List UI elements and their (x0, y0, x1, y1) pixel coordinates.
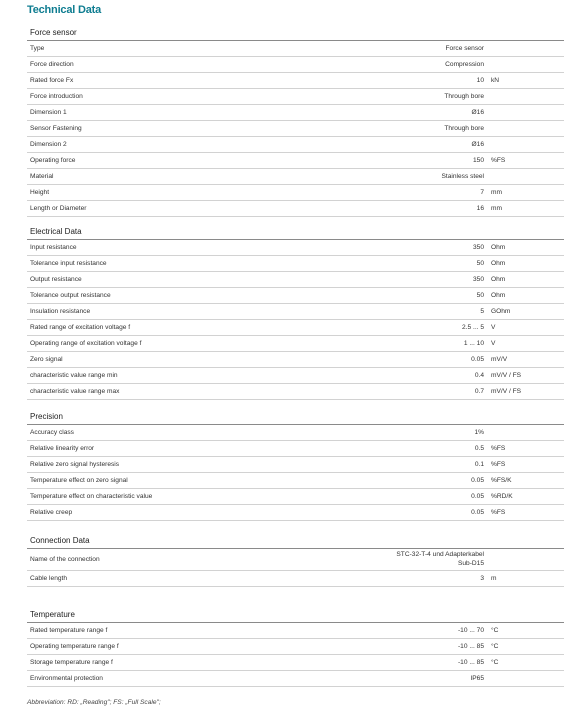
row-label: Output resistance (30, 276, 82, 283)
footnote: Abbreviation: RD: „Reading"; FS: „Full Scale"; (27, 699, 161, 706)
row-label: characteristic value range max (30, 388, 120, 395)
row-value-line: Sub-D15 (457, 560, 484, 567)
row-unit: %FS/K (491, 477, 512, 484)
table-row (27, 655, 564, 671)
row-value: 0.05 (471, 356, 484, 363)
row-value: 5 (480, 308, 484, 315)
table-row (27, 169, 564, 185)
row-label: Zero signal (30, 356, 63, 363)
row-label: Force direction (30, 61, 74, 68)
row-label: Temperature effect on zero signal (30, 477, 128, 484)
row-label: Rated force Fx (30, 77, 74, 84)
row-value: 350 (472, 276, 484, 283)
section-heading: Connection Data (27, 534, 564, 549)
table-row (27, 73, 564, 89)
row-label: Relative zero signal hysteresis (30, 461, 120, 468)
row-unit: %RD/K (491, 493, 513, 500)
section-precision (27, 410, 564, 521)
row-unit: %FS (491, 445, 506, 452)
table-row (27, 473, 564, 489)
row-value: 0.7 (474, 388, 484, 395)
row-label: Operating temperature range f (30, 643, 119, 650)
table-row (27, 623, 564, 639)
row-value: 10 (476, 77, 484, 84)
table-row (27, 272, 564, 288)
row-label: Accuracy class (30, 429, 74, 436)
row-label: Cable length (30, 575, 68, 582)
table-row (27, 137, 564, 153)
row-value: -10 ... 85 (457, 659, 484, 666)
table-row (27, 505, 564, 521)
section-heading: Temperature (27, 608, 564, 623)
table-row (27, 288, 564, 304)
table-row (27, 489, 564, 505)
rows-electrical (27, 240, 564, 400)
section-heading: Electrical Data (27, 225, 564, 240)
row-unit: %FS (491, 461, 506, 468)
table-row (27, 425, 564, 441)
row-label: Length or Diameter (30, 205, 87, 212)
row-value: Ø16 (471, 141, 484, 148)
row-unit: V (491, 324, 496, 331)
row-label: Rated range of excitation voltage f (30, 324, 131, 331)
row-unit: Ohm (491, 276, 506, 283)
row-label: Insulation resistance (30, 308, 91, 315)
table-row (27, 352, 564, 368)
rows-precision (27, 425, 564, 521)
row-label: Sensor Fastening (30, 125, 82, 132)
table-row (27, 256, 564, 272)
row-unit: °C (491, 659, 499, 666)
table-row (27, 185, 564, 201)
table-row (27, 368, 564, 384)
table-row (27, 57, 564, 73)
row-value: Force sensor (445, 45, 484, 52)
table-row (27, 105, 564, 121)
section-temperature (27, 608, 564, 687)
row-value: Stainless steel (441, 173, 484, 180)
row-value: 0.05 (471, 477, 484, 484)
row-label: Name of the connection (30, 556, 100, 563)
row-value: 0.05 (471, 493, 484, 500)
row-label: characteristic value range min (30, 372, 118, 379)
table-row (27, 153, 564, 169)
row-unit: Ohm (491, 292, 506, 299)
row-value: 0.4 (474, 372, 484, 379)
table-row (27, 384, 564, 400)
row-unit: Ohm (491, 244, 506, 251)
row-value: IP65 (470, 675, 484, 682)
row-label: Tolerance input resistance (30, 260, 107, 267)
row-unit: Ohm (491, 260, 506, 267)
row-value: 0.05 (471, 509, 484, 516)
row-value: 3 (480, 575, 484, 582)
table-row (27, 201, 564, 217)
row-value: 150 (472, 157, 484, 164)
row-value: 7 (480, 189, 484, 196)
row-unit: °C (491, 643, 499, 650)
table-row (27, 549, 564, 571)
table-row (27, 571, 564, 587)
row-label: Relative linearity error (30, 445, 95, 452)
rows-temperature (27, 623, 564, 687)
row-value: 16 (476, 205, 484, 212)
table-row (27, 240, 564, 256)
table-row (27, 671, 564, 687)
row-unit: mm (491, 205, 502, 212)
row-label: Rated temperature range f (30, 627, 108, 634)
row-unit: mV/V / FS (491, 372, 522, 379)
row-value: -10 ... 85 (457, 643, 484, 650)
rows-connection (27, 571, 564, 587)
row-unit: GOhm (491, 308, 511, 315)
row-label: Dimension 2 (30, 141, 67, 148)
row-unit: %FS (491, 157, 506, 164)
row-value: 350 (472, 244, 484, 251)
row-value (396, 550, 484, 568)
row-unit: kN (491, 77, 500, 84)
section-force-sensor (27, 26, 564, 217)
row-label: Temperature effect on characteristic value (30, 493, 153, 500)
row-label: Operating range of excitation voltage f (30, 340, 142, 347)
row-unit: V (491, 340, 496, 347)
row-unit: °C (491, 627, 499, 634)
row-value: 0.1 (474, 461, 484, 468)
row-label: Input resistance (30, 244, 77, 251)
table-row (27, 639, 564, 655)
table-row (27, 336, 564, 352)
page-title: Technical Data (27, 4, 102, 16)
row-unit: mV/V (491, 356, 508, 363)
table-row (27, 304, 564, 320)
row-value: 1% (474, 429, 484, 436)
table-row (27, 457, 564, 473)
row-value: Compression (445, 61, 484, 68)
row-value: 50 (476, 260, 484, 267)
row-label: Force introduction (30, 93, 83, 100)
row-value: 50 (476, 292, 484, 299)
row-label: Relative creep (30, 509, 73, 516)
row-label: Type (30, 45, 45, 52)
section-heading: Force sensor (27, 26, 564, 41)
row-value: Ø16 (471, 109, 484, 116)
row-unit: m (491, 575, 497, 582)
row-label: Dimension 1 (30, 109, 67, 116)
table-row (27, 441, 564, 457)
row-label: Environmental protection (30, 675, 103, 682)
table-row (27, 41, 564, 57)
table-row (27, 89, 564, 105)
row-value: Through bore (444, 93, 484, 100)
row-value-line: STC-32-T-4 und Adapterkabel (396, 551, 484, 558)
rows-force (27, 41, 564, 217)
table-row (27, 320, 564, 336)
row-label: Height (30, 189, 50, 196)
section-connection-data (27, 534, 564, 587)
section-electrical-data (27, 225, 564, 400)
row-label: Material (30, 173, 54, 180)
row-label: Tolerance output resistance (30, 292, 111, 299)
row-unit: %FS (491, 509, 506, 516)
row-value: 2.5 ... 5 (462, 324, 484, 331)
row-label: Operating force (30, 157, 76, 164)
section-heading: Precision (27, 410, 564, 425)
row-label: Storage temperature range f (30, 659, 113, 666)
row-value: 1 ... 10 (463, 340, 484, 347)
table-row (27, 121, 564, 137)
row-value: Through bore (444, 125, 484, 132)
row-unit: mV/V / FS (491, 388, 522, 395)
row-value: 0.5 (474, 445, 484, 452)
row-unit: mm (491, 189, 502, 196)
row-value: -10 ... 70 (457, 627, 484, 634)
